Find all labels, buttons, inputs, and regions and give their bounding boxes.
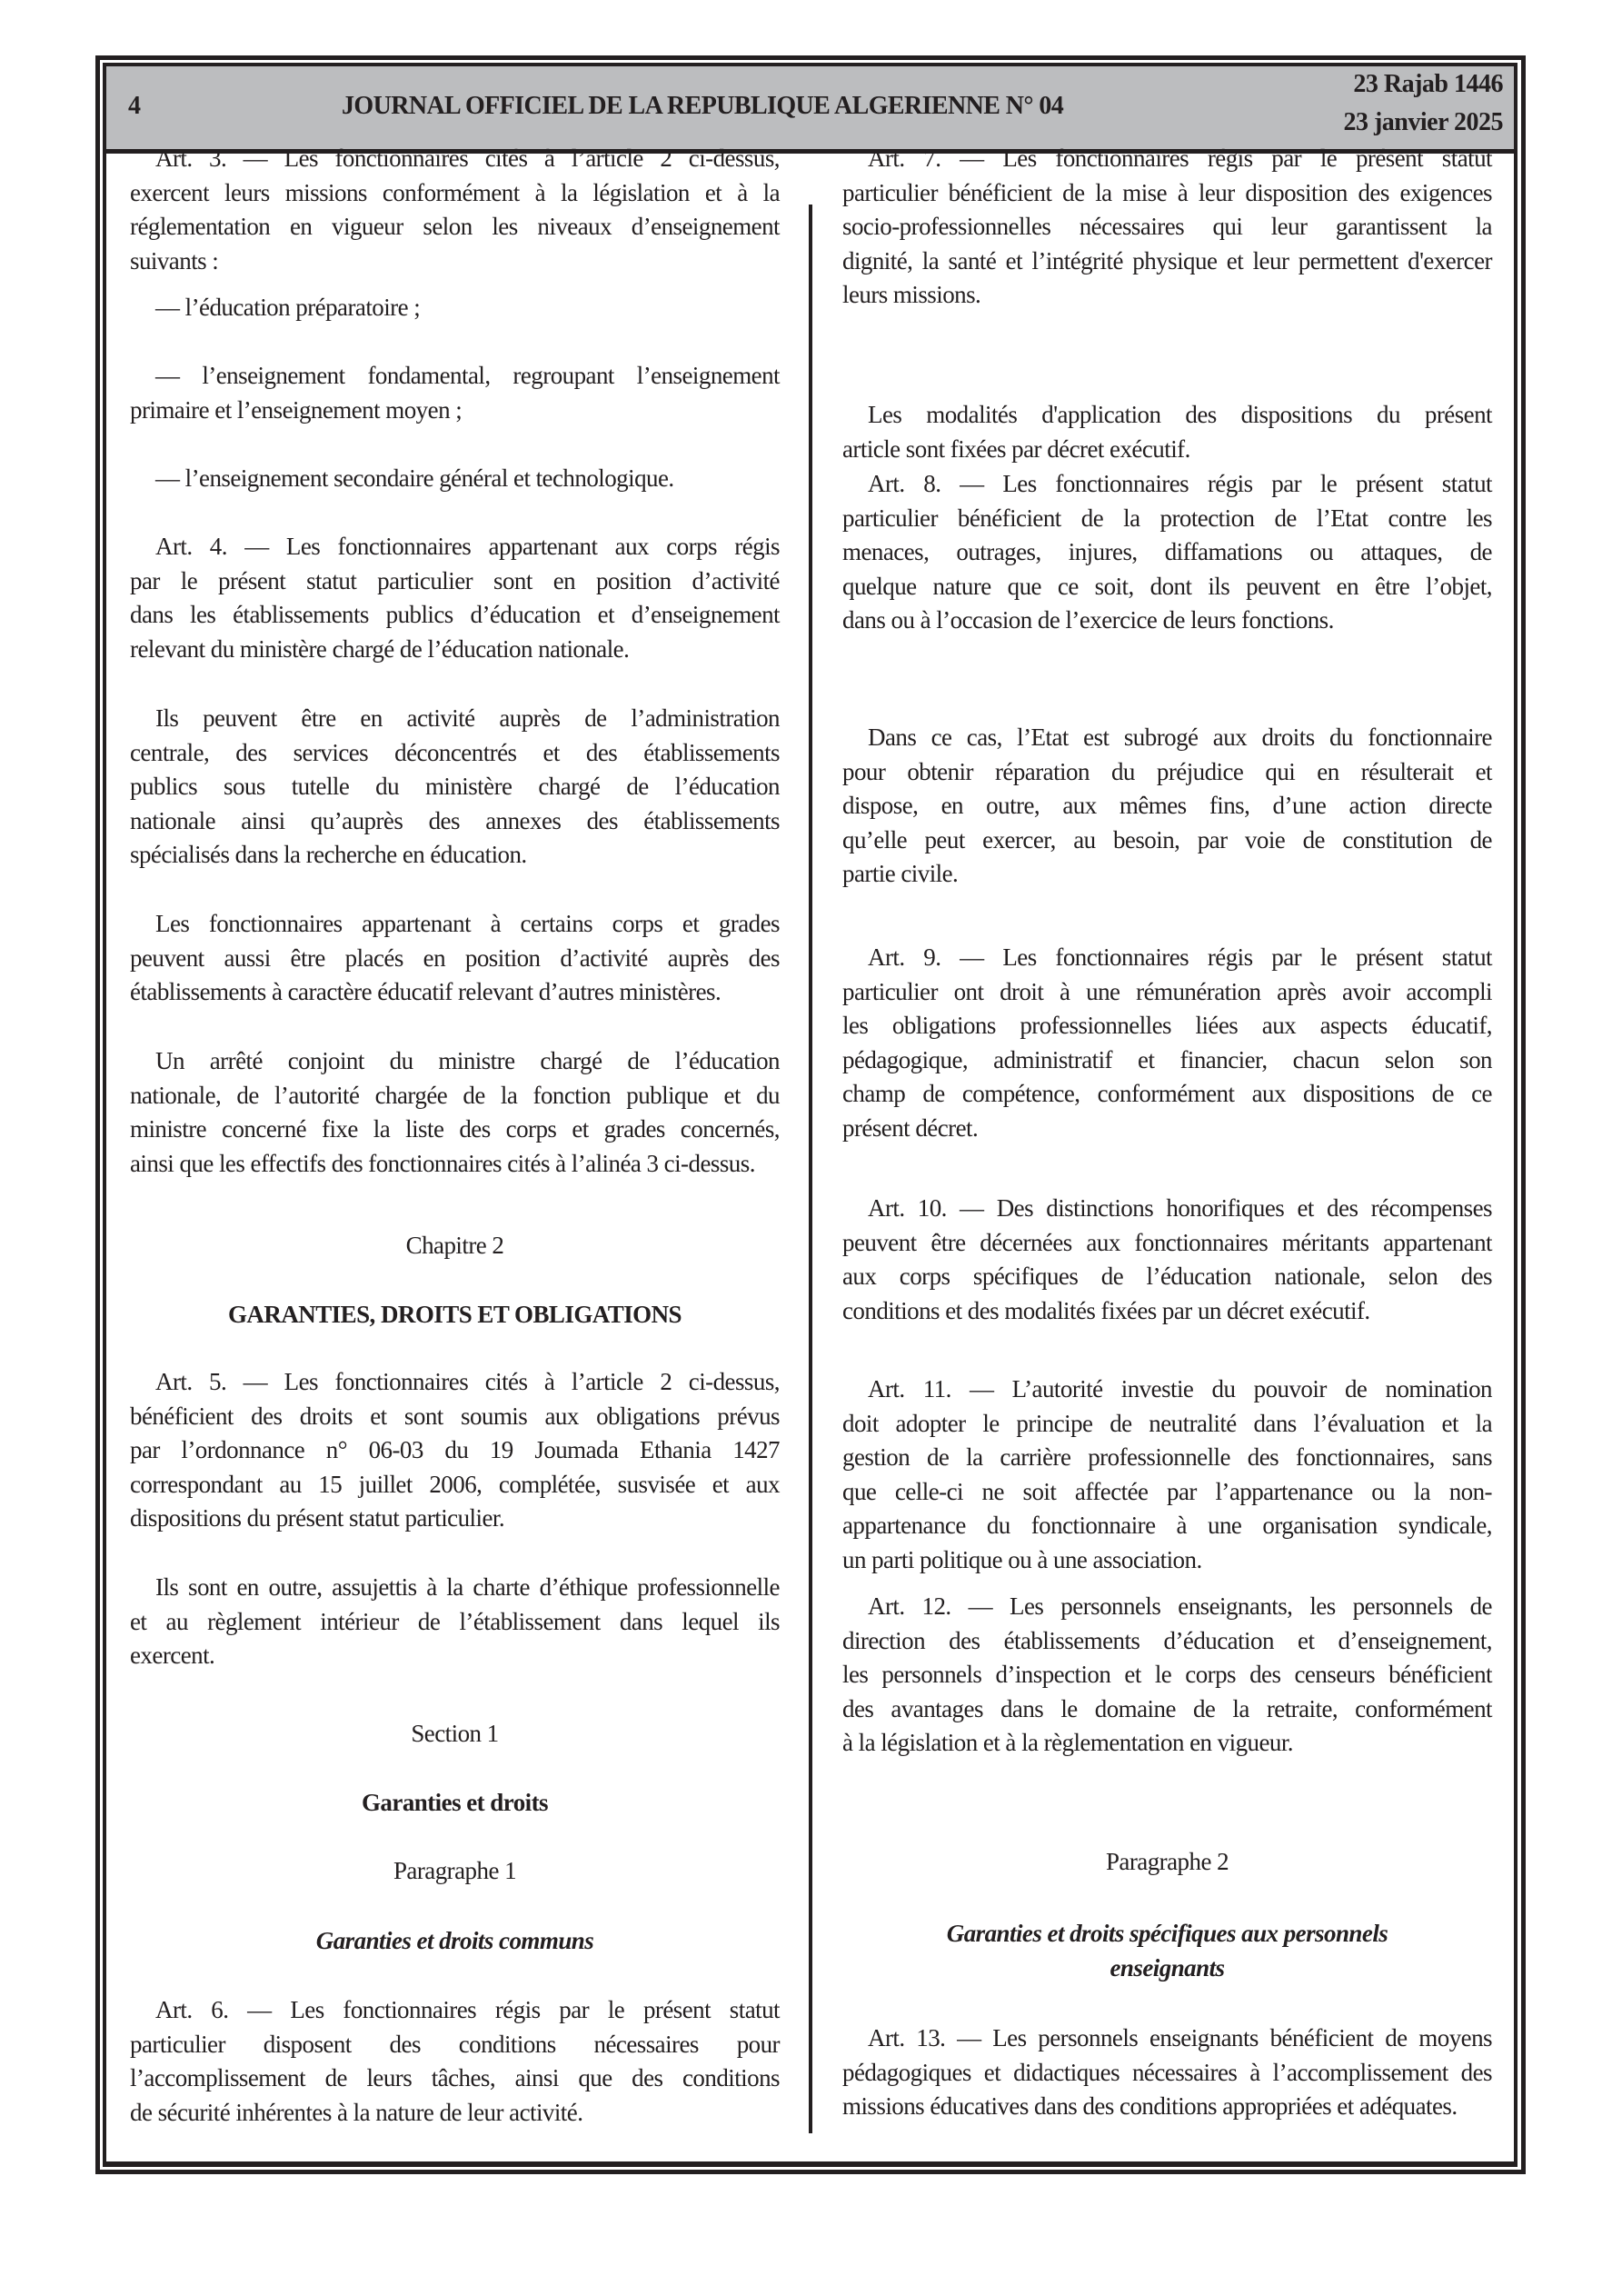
text-line: Art. 10. — Des distinctions honorifiques et des récompenses: [868, 1194, 1492, 1222]
text-line: nationale, de l’autorité chargée de la fonction publique et du: [130, 1081, 780, 1109]
text-line: conditions et des modalités fixées par un décret exécutif.: [842, 1296, 1370, 1324]
text-line: correspondant au 15 juillet 2006, complétée, susvisée et aux: [130, 1470, 780, 1498]
text-line: enseignants: [1110, 1953, 1225, 1982]
text-line: Art. 7. — Les fonctionnaires régis par le présent statut: [868, 145, 1492, 172]
text-line: socio-professionnelles nécessaires qui leur garantissent la: [842, 213, 1492, 240]
text-line: Art. 3. — Les fonctionnaires cités à l’article 2 ci-dessus,: [155, 145, 780, 172]
text-line: que celle-ci ne soit affectée par l’appartenance ou la non-: [842, 1477, 1492, 1505]
chapter-title: GARANTIES, DROITS ET OBLIGATIONS: [227, 1301, 682, 1328]
article-11: [842, 1373, 1492, 1577]
text-line: menaces, outrages, injures, diffamations ou attaques, de: [842, 538, 1492, 565]
chapter-label: Chapitre 2: [405, 1232, 504, 1259]
article-12: [842, 1590, 1492, 1761]
text-line: dispose, en outre, aux mêmes fins, d’une action directe: [842, 792, 1492, 819]
text-line: peuvent être décernées aux fonctionnaires méritants appartenant: [842, 1228, 1492, 1256]
text-line: champ de compétence, conformément aux dispositions de ce: [842, 1080, 1492, 1107]
text-line: primaire et l’enseignement moyen ;: [130, 395, 463, 424]
text-line: qu’elle peut exercer, au besoin, par voie de constitution de: [842, 825, 1492, 854]
text-line: — l’enseignement fondamental, regroupant l’enseignement: [155, 362, 780, 389]
journal-header: [106, 66, 1514, 154]
article-4-paragraph-4: [130, 1044, 780, 1181]
page-number: 4: [128, 92, 141, 120]
text-line: appartenance du fonctionnaire à une organisation syndicale,: [842, 1512, 1492, 1539]
text-line: Garanties et droits spécifiques aux personnels: [946, 1920, 1388, 1947]
text-line: article sont fixées par décret exécutif.: [842, 434, 1190, 463]
text-line: bénéficient des droits et sont soumis aux obligations prévus: [130, 1402, 780, 1430]
text-line: Art. 9. — Les fonctionnaires régis par le présent statut: [868, 943, 1492, 971]
article-13: [842, 2021, 1492, 2124]
text-line: dans ou à l’occasion de l’exercice de leurs fonctions.: [842, 606, 1334, 634]
paragraph-2-label: Paragraphe 2: [1105, 1848, 1229, 1875]
text-line: missions éducatives dans des conditions appropriées et adéquates.: [842, 2092, 1458, 2120]
text-line: Art. 5. — Les fonctionnaires cités à l’article 2 ci-dessus,: [155, 1368, 780, 1395]
date-hijri: 23 Rajab 1446: [1353, 70, 1503, 98]
paragraph-2-title: [842, 1917, 1492, 1985]
text-line: partie civile.: [842, 860, 959, 887]
article-4: [130, 530, 780, 666]
article-5: [130, 1365, 780, 1536]
text-line: Art. 12. — Les personnels enseignants, les personnels de: [868, 1592, 1492, 1620]
text-line: Art. 6. — Les fonctionnaires régis par le présent statut: [155, 1996, 780, 2023]
section-label: Section 1: [411, 1720, 499, 1747]
section-title: Garanties et droits: [361, 1789, 549, 1816]
text-line: spécialisés dans la recherche en éducation.: [130, 841, 527, 868]
text-line: gestion de la carrière professionnelle des fonctionnaires, sans: [842, 1443, 1492, 1471]
text-line: l’accomplissement de leurs tâches, ainsi que des conditions: [130, 2064, 780, 2091]
text-line: des avantages dans le domaine de la retraite, conformément: [842, 1694, 1492, 1722]
text-line: doit adopter le principe de neutralité dans l’évaluation et la: [842, 1409, 1492, 1437]
text-line: Art. 4. — Les fonctionnaires appartenant aux corps régis: [155, 533, 780, 560]
article-4-paragraph-2: [130, 702, 780, 873]
article-8: [842, 467, 1492, 638]
article-8-paragraph-2: [842, 721, 1492, 892]
text-line: particulier bénéficient de la mise à leur disposition des exigences: [842, 178, 1492, 206]
text-line: Ils sont en outre, assujettis à la charte d’éthique professionnelle: [155, 1573, 780, 1601]
date-gregorian: 23 janvier 2025: [1343, 108, 1503, 136]
text-line: centrale, des services déconcentrés et des établissements: [130, 738, 780, 766]
text-line: pédagogique, administratif et financier, chacun selon son: [842, 1045, 1492, 1073]
text-line: Art. 13. — Les personnels enseignants bénéficient de moyens: [868, 2024, 1492, 2051]
text-line: exercent leurs missions conformément à la législation et à la: [130, 178, 780, 206]
text-line: pour obtenir réparation du préjudice qui en résulterait et: [842, 757, 1492, 785]
text-line: Dans ce cas, l’Etat est subrogé aux droits du fonctionnaire: [868, 724, 1492, 751]
text-line: pédagogiques et didactiques nécessaires à l’accomplissement des: [842, 2058, 1492, 2086]
text-line: relevant du ministère chargé de l’éducation nationale.: [130, 634, 630, 663]
text-line: Art. 11. — L’autorité investie du pouvoir de nomination: [868, 1375, 1492, 1403]
text-line: quelque nature que ce soit, dont ils peuvent en être l’objet,: [842, 572, 1492, 600]
text-line: Les modalités d'application des dispositions du présent: [868, 401, 1492, 428]
journal-title: JOURNAL OFFICIEL DE LA REPUBLIQUE ALGERIENNE N° 04: [342, 92, 1064, 120]
text-line: présent décret.: [842, 1113, 979, 1142]
article-9: [842, 941, 1492, 1145]
article-3-item-1: [130, 291, 780, 325]
text-line: publics sous tutelle du ministère chargé de l’éducation: [130, 773, 780, 800]
article-4-paragraph-3: [130, 907, 780, 1010]
text-line: Un arrêté conjoint du ministre chargé de l’éducation: [155, 1047, 780, 1074]
text-line: dignité, la santé et l’intégrité physique et leur permettent d'exercer: [842, 246, 1492, 275]
text-line: par l’ordonnance n° 06-03 du 19 Joumada Ethania 1427: [130, 1436, 780, 1463]
article-3-item-2: [130, 359, 780, 427]
text-line: Art. 8. — Les fonctionnaires régis par le présent statut: [868, 470, 1492, 497]
text-line: ainsi que les effectifs des fonctionnaires cités à l’alinéa 3 ci-dessus.: [130, 1149, 755, 1177]
article-7-paragraph-2: [842, 398, 1492, 466]
text-line: aux corps spécifiques de l’éducation nationale, selon des: [842, 1263, 1492, 1290]
paragraph-1-title: Garanties et droits communs: [315, 1927, 594, 1954]
text-line: et au règlement intérieur de l’établissement dans lequel ils: [130, 1607, 780, 1635]
article-7: [842, 142, 1492, 313]
text-line: ministre concerné fixe la liste des corps et grades concernés,: [130, 1115, 780, 1143]
text-line: suivants :: [130, 246, 219, 275]
text-line: les personnels d’inspection et le corps des censeurs bénéficient: [842, 1661, 1492, 1688]
text-line: nationale ainsi qu’auprès des annexes des établissements: [130, 806, 780, 834]
article-5-paragraph-2: [130, 1571, 780, 1673]
text-line: particulier disposent des conditions nécessaires pour: [130, 2030, 780, 2058]
text-line: particulier ont droit à une rémunération après avoir accompli: [842, 977, 1492, 1005]
text-line: leurs missions.: [842, 281, 981, 308]
paragraph-1-label: Paragraphe 1: [393, 1857, 517, 1884]
text-line: — l’enseignement secondaire général et technologique.: [155, 464, 674, 492]
article-3-item-3: [130, 462, 780, 496]
text-line: — l’éducation préparatoire ;: [155, 294, 421, 321]
text-line: les obligations professionnelles liées aux aspects éducatif,: [842, 1012, 1492, 1039]
text-line: réglementation en vigueur selon les niveaux d’enseignement: [130, 213, 780, 240]
text-line: Ils peuvent être en activité auprès de l’administration: [155, 704, 780, 732]
text-line: dispositions du présent statut particulier.: [130, 1504, 505, 1532]
text-line: dans les établissements publics d’éducation et d’enseignement: [130, 601, 780, 628]
text-line: de sécurité inhérentes à la nature de leur activité.: [130, 2098, 583, 2126]
article-10: [842, 1192, 1492, 1328]
article-6: [130, 1993, 780, 2130]
text-line: exercent.: [130, 1642, 215, 1669]
column-divider: [809, 205, 812, 2133]
text-line: établissements à caractère éducatif relevant d’autres ministères.: [130, 978, 721, 1005]
text-line: direction des établissements d’éducation et d’enseignement,: [842, 1626, 1492, 1654]
text-line: peuvent aussi être placés en position d’activité auprès des: [130, 943, 780, 972]
text-line: Les fonctionnaires appartenant à certains corps et grades: [155, 910, 780, 937]
text-line: par le présent statut particulier sont en position d’activité: [130, 566, 780, 594]
text-line: particulier bénéficient de la protection de l’Etat contre les: [842, 504, 1492, 532]
text-line: un parti politique ou à une association.: [842, 1545, 1202, 1573]
text-line: à la législation et à la règlementation en vigueur.: [842, 1729, 1294, 1756]
article-3: [130, 142, 780, 278]
